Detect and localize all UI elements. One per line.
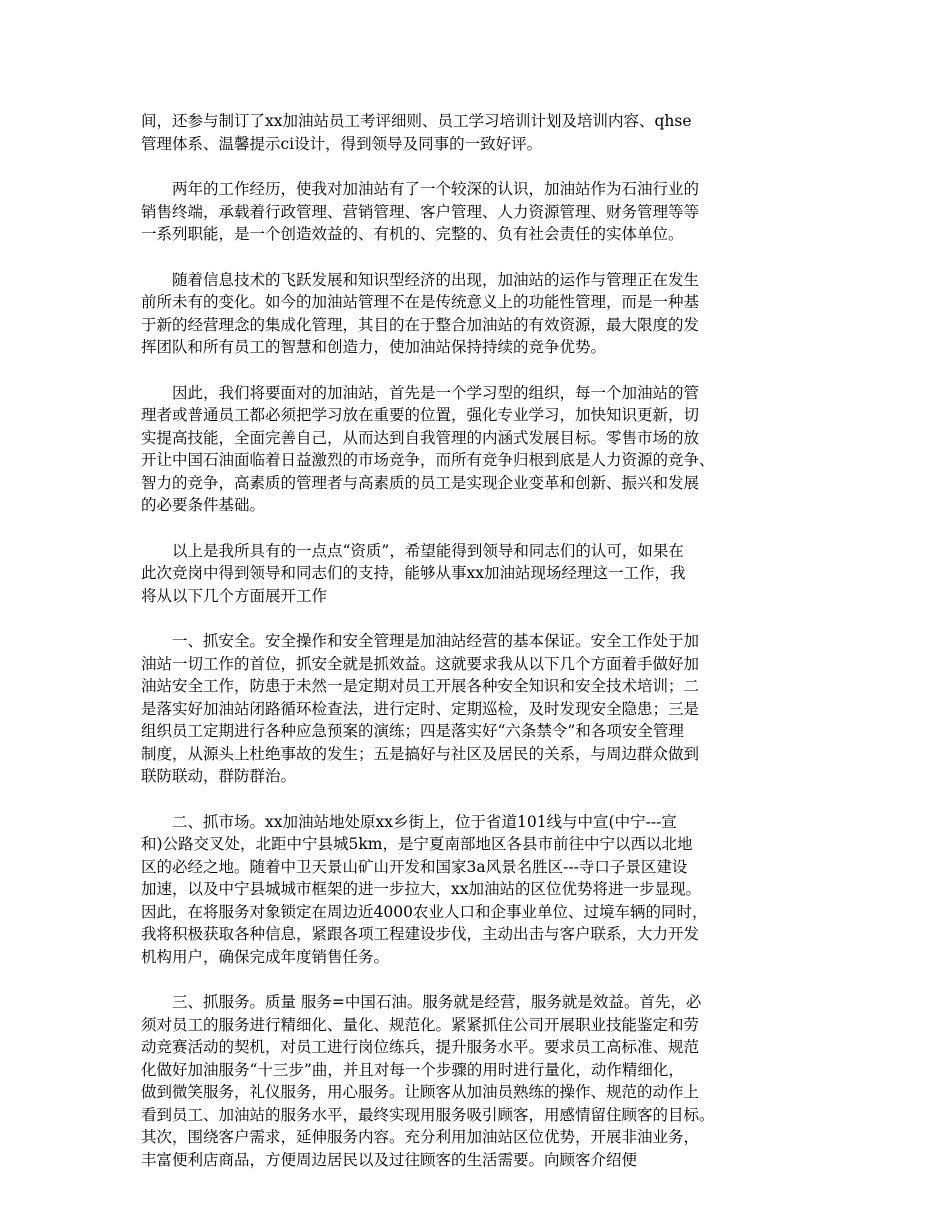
paragraph-3 bbox=[141, 269, 821, 359]
text-line: 随着信息技术的飞跃发展和知识型经济的出现，加油站的运作与管理正在发生 bbox=[141, 270, 700, 289]
text-line: 做到微笑服务，礼仪服务，用心服务。让顾客从加油员熟练的操作、规范的动作上 bbox=[141, 1083, 700, 1101]
text-line: 开让中国石油面临着日益激烈的市场竞争，而所有竞争归根到底是人力资源的竞争、 bbox=[141, 451, 715, 469]
text-line: 于新的经营理念的集成化管理，其目的在于整合加油站的有效资源，最大限度的发 bbox=[141, 315, 700, 334]
text-line: 因此，在将服务对象锁定在周边近4000农业人口和企事业单位、过境车辆的同时， bbox=[141, 902, 708, 921]
paragraph-5 bbox=[141, 540, 821, 608]
text-line: 二、抓市场。xx加油站地处原xx乡街上，位于省道101线与中宣(中宁---宣 bbox=[141, 812, 677, 831]
text-line: 须对员工的服务进行精细化、量化、规范化。紧紧抓住公司开展职业技能鉴定和劳 bbox=[141, 1015, 700, 1034]
text-line: 将从以下几个方面展开工作 bbox=[141, 586, 328, 605]
text-line: 一、抓安全。安全操作和安全管理是加油站经营的基本保证。安全工作处于加 bbox=[141, 632, 700, 650]
text-line: 看到员工、加油站的服务水平，最终实现用服务吸引顾客，用感情留住顾客的目标。 bbox=[141, 1105, 715, 1124]
paragraph-7 bbox=[141, 811, 821, 969]
paragraph-8 bbox=[141, 991, 821, 1171]
text-line: 的必要条件基础。 bbox=[141, 496, 266, 514]
paragraph-2 bbox=[141, 178, 821, 246]
paragraph-6 bbox=[141, 630, 821, 788]
text-line: 和)公路交叉处，北距中宁县城5km，是宁夏南部地区各县市前往中宁以西以北地 bbox=[141, 835, 693, 853]
text-line: 化做好加油服务“十三步”曲，并且对每一个步骤的用时进行量化，动作精细化， bbox=[141, 1060, 684, 1079]
text-line: 实提高技能，全面完善自己，从而达到自我管理的内涵式发展目标。零售市场的放 bbox=[141, 428, 700, 447]
text-line: 智力的竞争，高素质的管理者与高素质的员工是实现企业变革和创新、振兴和发展 bbox=[141, 473, 700, 492]
text-line: 挥团队和所有员工的智慧和创造力，使加油站保持持续的竞争优势。 bbox=[141, 338, 607, 356]
text-line: 机构用户，确保完成年度销售任务。 bbox=[141, 947, 390, 966]
text-line: 加速，以及中宁县城城市框架的进一步拉大，xx加油站的区位优势将进一步显现。 bbox=[141, 880, 701, 898]
text-line: 制度，从源头上杜绝事故的发生；五是搞好与社区及居民的关系，与周边群众做到 bbox=[141, 744, 700, 763]
paragraph-1 bbox=[141, 110, 821, 155]
text-line: 因此，我们将要面对的加油站，首先是一个学习型的组织，每一个加油站的管 bbox=[141, 383, 700, 402]
text-line: 其次，围绕客户需求，延伸服务内容。充分利用加油站区位优势，开展非油业务， bbox=[141, 1128, 700, 1146]
text-line: 组织员工定期进行各种应急预案的演练；四是落实好“六条禁令”和各项安全管理 bbox=[141, 722, 684, 740]
text-line: 以上是我所具有的一点点“资质”，希望能得到领导和同志们的认可，如果在 bbox=[141, 541, 684, 560]
paragraph-4 bbox=[141, 382, 821, 517]
document-body bbox=[141, 110, 821, 1194]
text-line: 间，还参与制订了xx加油站员工考评细则、员工学习培训计划及培训内容、qhse bbox=[141, 112, 692, 130]
text-line: 联防联动，群防群治。 bbox=[141, 767, 297, 785]
text-line: 丰富便利店商品，方便周边居民以及过往顾客的生活需要。向顾客介绍便 bbox=[141, 1150, 638, 1169]
text-line: 区的必经之地。随着中卫天景山矿山开发和国家3a风景名胜区---寺口子景区建设 bbox=[141, 857, 688, 876]
text-line: 此次竞岗中得到领导和同志们的支持，能够从事xx加油站现场经理这一工作，我 bbox=[141, 564, 686, 582]
text-line: 是落实好加油站闭路循环检查法，进行定时、定期巡检，及时发现安全隐患；三是 bbox=[141, 699, 700, 718]
text-line: 油站安全工作，防患于未然一是定期对员工开展各种安全知识和安全技术培训；二 bbox=[141, 677, 700, 695]
text-line: 我将积极获取各种信息，紧跟各项工程建设步伐，主动出击与客户联系，大力开发 bbox=[141, 925, 700, 943]
text-line: 理者或普通员工都必须把学习放在重要的位置，强化专业学习，加快知识更新，切 bbox=[141, 406, 700, 424]
text-line: 两年的工作经历，使我对加油站有了一个较深的认识，加油站作为石油行业的 bbox=[141, 180, 700, 198]
text-line: 前所未有的变化。如今的加油站管理不在是传统意义上的功能性管理，而是一种基 bbox=[141, 293, 700, 311]
text-line: 动竞赛活动的契机，对员工进行岗位练兵，提升服务水平。要求员工高标准、规范 bbox=[141, 1038, 700, 1056]
text-line: 三、抓服务。质量 服务=中国石油。服务就是经营，服务就是效益。首先，必 bbox=[141, 993, 702, 1011]
text-line: 油站一切工作的首位，抓安全就是抓效益。这就要求我从以下几个方面着手做好加 bbox=[141, 654, 700, 673]
text-line: 管理体系、温馨提示ci设计，得到领导及同事的一致好评。 bbox=[141, 134, 543, 153]
text-line: 销售终端，承载着行政管理、营销管理、客户管理、人力资源管理、财务管理等等 bbox=[141, 202, 700, 221]
text-line: 一系列职能，是一个创造效益的、有机的、完整的、负有社会责任的实体单位。 bbox=[141, 225, 684, 243]
